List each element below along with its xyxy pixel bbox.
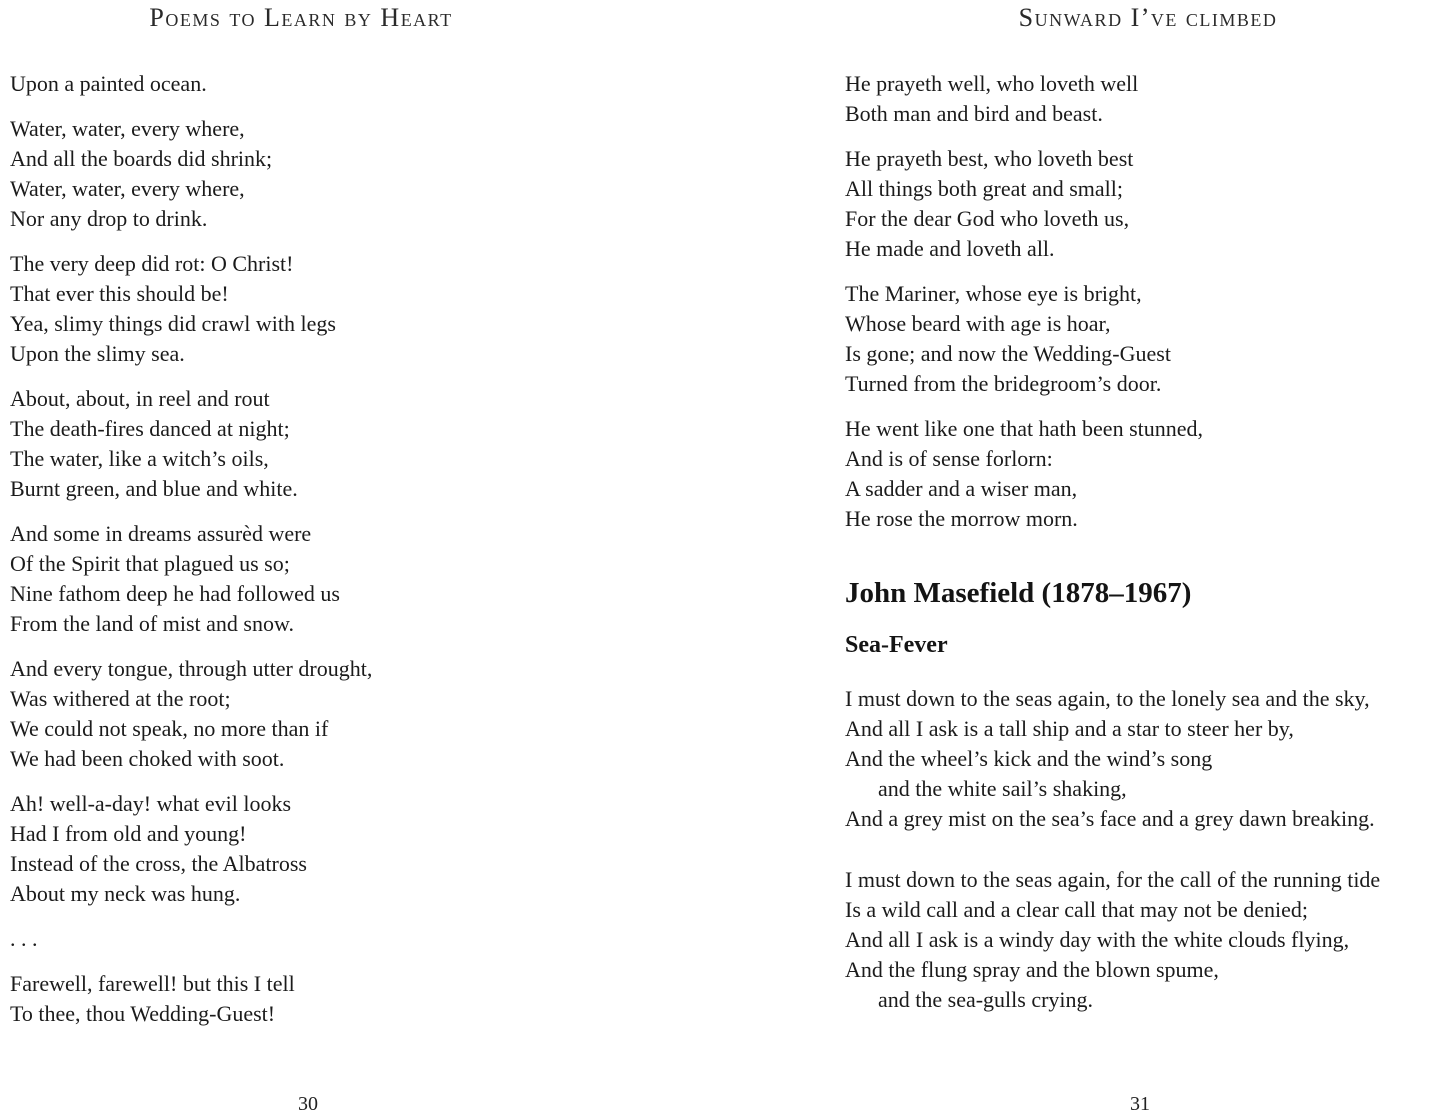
stanza bbox=[845, 144, 1445, 264]
poem-line: Both man and bird and beast. bbox=[845, 101, 1103, 126]
stanza bbox=[10, 69, 710, 99]
stanza bbox=[845, 684, 1445, 834]
stanza bbox=[10, 924, 710, 954]
poem-line: The very deep did rot: O Christ! bbox=[10, 251, 294, 276]
poem-line: About, about, in reel and rout bbox=[10, 386, 270, 411]
poem-line: Of the Spirit that plagued us so; bbox=[10, 551, 290, 576]
poem-line: The death-fires danced at night; bbox=[10, 416, 290, 441]
stanza bbox=[10, 384, 710, 504]
poem-line: The Mariner, whose eye is bright, bbox=[845, 281, 1142, 306]
stanza bbox=[10, 114, 710, 234]
stanza bbox=[10, 654, 710, 774]
poem-line: Upon a painted ocean. bbox=[10, 71, 207, 96]
poem-line: Upon the slimy sea. bbox=[10, 341, 185, 366]
stanza bbox=[845, 865, 1445, 1015]
left-page-number: 30 bbox=[298, 1093, 318, 1115]
poem-line: A sadder and a wiser man, bbox=[845, 476, 1078, 501]
author-heading: John Masefield (1878–1967) bbox=[845, 577, 1192, 609]
stanza bbox=[10, 519, 710, 639]
poem-line: Water, water, every where, bbox=[10, 116, 245, 141]
poem-line: And all I ask is a tall ship and a star to steer her by, bbox=[845, 716, 1294, 741]
left-page bbox=[0, 0, 722, 1119]
poem-line: And all I ask is a windy day with the white clouds flying, bbox=[845, 927, 1350, 952]
poem-line: And all the boards did shrink; bbox=[10, 146, 273, 171]
poem-line: Nine fathom deep he had followed us bbox=[10, 581, 340, 606]
poem-line: Water, water, every where, bbox=[10, 176, 245, 201]
poem-line: He prayeth best, who loveth best bbox=[845, 146, 1134, 171]
stanza bbox=[10, 969, 710, 1029]
poem-line: About my neck was hung. bbox=[10, 881, 241, 906]
poem-line: Farewell, farewell! but this I tell bbox=[10, 971, 295, 996]
mariner-conclusion-text bbox=[845, 69, 1445, 549]
poem-line: We had been choked with soot. bbox=[10, 746, 285, 771]
poem-line: He prayeth well, who loveth well bbox=[845, 71, 1139, 96]
poem-line: Burnt green, and blue and white. bbox=[10, 476, 298, 501]
poem-line: For the dear God who loveth us, bbox=[845, 206, 1130, 231]
left-running-header: Poems to Learn by Heart bbox=[149, 3, 453, 32]
poem-line: From the land of mist and snow. bbox=[10, 611, 294, 636]
poem-line: Had I from old and young! bbox=[10, 821, 247, 846]
poem-line: Nor any drop to drink. bbox=[10, 206, 208, 231]
poem-line: Ah! well-a-day! what evil looks bbox=[10, 791, 292, 816]
poem-line: He went like one that hath been stunned, bbox=[845, 416, 1204, 441]
poem-line: That ever this should be! bbox=[10, 281, 229, 306]
poem-line: Instead of the cross, the Albatross bbox=[10, 851, 307, 876]
poem-line: and the sea-gulls crying. bbox=[845, 987, 1094, 1012]
stanza bbox=[10, 789, 710, 909]
poem-line: And every tongue, through utter drought, bbox=[10, 656, 373, 681]
poem-line: And a grey mist on the sea’s face and a grey dawn breaking. bbox=[845, 806, 1375, 831]
poem-title: Sea-Fever bbox=[845, 632, 948, 658]
poem-line: and the white sail’s shaking, bbox=[845, 776, 1127, 801]
poem-line: He rose the morrow morn. bbox=[845, 506, 1078, 531]
poem-line: The water, like a witch’s oils, bbox=[10, 446, 269, 471]
stanza bbox=[845, 279, 1445, 399]
poem-line: And the flung spray and the blown spume, bbox=[845, 957, 1219, 982]
poem-line: And is of sense forlorn: bbox=[845, 446, 1053, 471]
sea-fever-text bbox=[845, 684, 1445, 1046]
left-poem-text bbox=[10, 69, 710, 1044]
right-page bbox=[722, 0, 1445, 1119]
poem-line: All things both great and small; bbox=[845, 176, 1124, 201]
right-running-header: Sunward I’ve climbed bbox=[1018, 3, 1278, 32]
poem-line: We could not speak, no more than if bbox=[10, 716, 329, 741]
poem-line: Is gone; and now the Wedding-Guest bbox=[845, 341, 1171, 366]
poem-line: Was withered at the root; bbox=[10, 686, 231, 711]
poem-line: I must down to the seas again, to the lonely sea and the sky, bbox=[845, 686, 1370, 711]
poem-line: Is a wild call and a clear call that may not be denied; bbox=[845, 897, 1309, 922]
right-page-number: 31 bbox=[1130, 1093, 1150, 1115]
poem-line: He made and loveth all. bbox=[845, 236, 1055, 261]
poem-line: Turned from the bridegroom’s door. bbox=[845, 371, 1162, 396]
stanza bbox=[10, 249, 710, 369]
poem-line: . . . bbox=[10, 926, 38, 951]
poem-line: To thee, thou Wedding-Guest! bbox=[10, 1001, 276, 1026]
stanza bbox=[845, 69, 1445, 129]
poem-line: And some in dreams assurèd were bbox=[10, 521, 312, 546]
poem-line: I must down to the seas again, for the call of the running tide bbox=[845, 867, 1381, 892]
poem-line: And the wheel’s kick and the wind’s song bbox=[845, 746, 1213, 771]
stanza bbox=[845, 414, 1445, 534]
poem-line: Yea, slimy things did crawl with legs bbox=[10, 311, 336, 336]
poem-line: Whose beard with age is hoar, bbox=[845, 311, 1111, 336]
